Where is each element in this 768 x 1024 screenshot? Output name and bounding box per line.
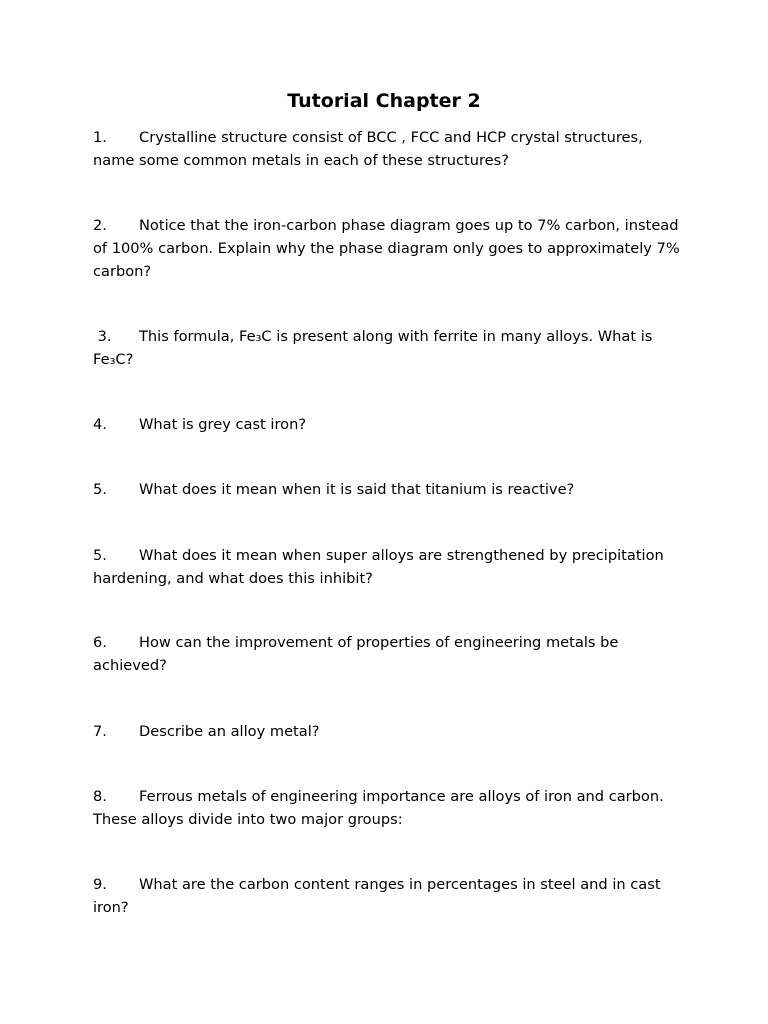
question-text: How can the improvement of properties of engineering metals be achieved?	[93, 634, 619, 674]
question-number: 2.	[93, 217, 107, 234]
question-1	[93, 126, 683, 172]
question-8	[93, 785, 683, 831]
question-number: 3.	[93, 328, 112, 345]
page-title: Tutorial Chapter 2	[287, 90, 481, 112]
question-5b	[93, 544, 683, 590]
question-text: What is grey cast iron?	[139, 416, 307, 433]
question-text: Ferrous metals of engineering importance are alloys of iron and carbon. These alloys divide into two major groups:	[93, 788, 664, 828]
question-number: 5.	[93, 481, 107, 498]
question-9	[93, 873, 683, 919]
question-text: What does it mean when super alloys are strengthened by precipitation hardening, and what does this inhibit?	[93, 547, 664, 587]
question-text: What does it mean when it is said that titanium is reactive?	[139, 481, 575, 498]
question-number: 4.	[93, 416, 107, 433]
question-number: 5.	[93, 547, 107, 564]
question-4	[93, 413, 683, 436]
question-number: 1.	[93, 129, 107, 146]
question-text: This formula, Fe₃C is present along with ferrite in many alloys. What is Fe₃C?	[93, 328, 653, 368]
question-2	[93, 214, 683, 283]
question-number: 9.	[93, 876, 107, 893]
question-text: Crystalline structure consist of BCC , FCC and HCP crystal structures, name some common metals in each of these structures?	[93, 129, 643, 169]
question-text: Describe an alloy metal?	[139, 723, 320, 740]
question-number: 6.	[93, 634, 107, 651]
question-6	[93, 631, 683, 677]
question-number: 8.	[93, 788, 107, 805]
question-text: What are the carbon content ranges in percentages in steel and in cast iron?	[93, 876, 661, 916]
question-7	[93, 720, 683, 743]
question-text: Notice that the iron-carbon phase diagram goes up to 7% carbon, instead of 100% carbon. Explain why the phase diagram only goes to approximately 7% carbon?	[93, 217, 680, 280]
question-3	[93, 325, 683, 371]
question-number: 7.	[93, 723, 107, 740]
question-5	[93, 478, 683, 501]
